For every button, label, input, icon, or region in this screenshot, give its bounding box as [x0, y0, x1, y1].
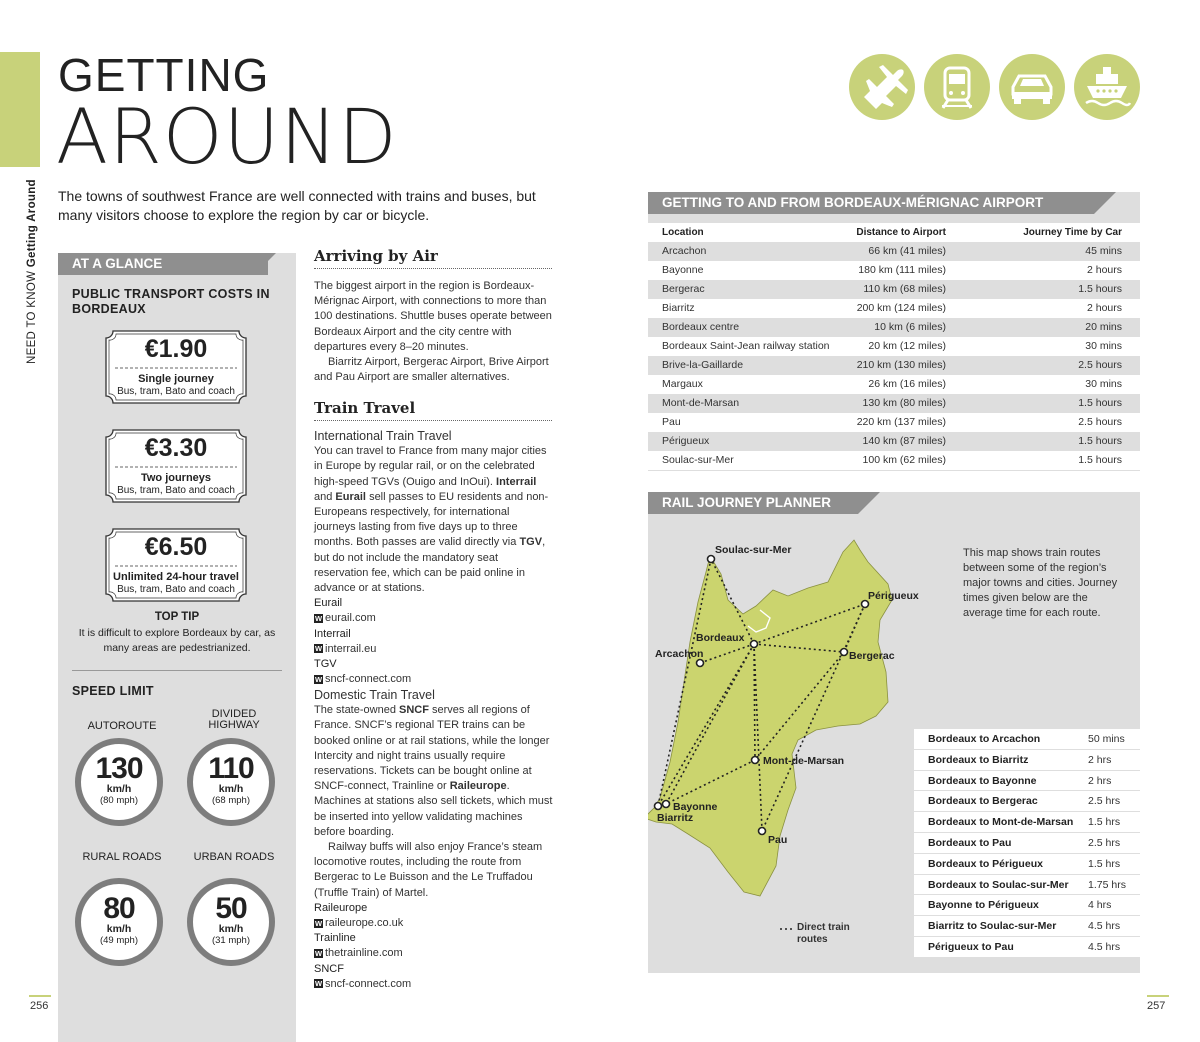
cell-time: 30 mins	[1085, 378, 1122, 390]
web-icon: W	[314, 674, 323, 684]
station-marker	[663, 801, 670, 808]
page-number-left: 256	[30, 1000, 49, 1012]
cell-location: Brive-la-Gaillarde	[662, 359, 744, 371]
text-bold: Raileurope	[449, 780, 507, 793]
map-legend-label: Direct train routes	[797, 922, 850, 945]
table-row	[648, 394, 1140, 413]
web-icon: W	[314, 644, 323, 654]
link-row[interactable]	[314, 946, 554, 961]
cell-distance: 100 km (62 miles)	[862, 454, 946, 466]
page-number-right: 257	[1147, 1000, 1166, 1012]
cell-location: Biarritz	[662, 302, 695, 314]
text-run: , but do not include the mandatory seat reservation fee, which can be paid online in advance or at stations.	[314, 536, 546, 595]
cell-distance: 10 km (6 miles)	[874, 321, 946, 333]
journey-time: 2 hrs	[1088, 753, 1112, 766]
link-row[interactable]	[314, 611, 554, 626]
journey-row	[914, 895, 1140, 916]
domestic-train-heading: Domestic Train Travel	[314, 688, 435, 702]
text-run: serves all regions of France. SNCF’s regional TER trains can be booked online or at rail stations, while the longer Intercity and night trains usually require reservations. Tickets can be bought online at SNCF-connect, Trainline or	[314, 704, 550, 793]
plane-icon	[849, 54, 915, 120]
text-run: You can travel to France from many major cities in Europe by regular rail, or on the celebrated high-speed TGVs (Ouigo and InOui).	[314, 445, 547, 488]
link-url[interactable]: eurail.com	[325, 612, 376, 625]
cell-distance: 140 km (87 miles)	[862, 435, 946, 447]
speed-sign-rural	[75, 878, 163, 966]
ticket-sublabel: Bus, tram, Bato and coach	[117, 584, 235, 595]
journey-route: Bordeaux to Pau	[928, 836, 1012, 849]
page-title-line2: AROUND	[56, 92, 398, 181]
speed-value: 110	[208, 752, 254, 785]
text-bold: Eurail	[335, 490, 366, 503]
speed-mph: (31 mph)	[211, 935, 250, 946]
city-label-biarritz: Biarritz	[657, 812, 694, 824]
link-name: Raileurope	[314, 901, 368, 914]
speed-unit: km/h	[218, 923, 244, 935]
station-marker	[841, 649, 848, 656]
city-label-bergerac: Bergerac	[849, 650, 895, 662]
page-title-line1: GETTING	[58, 49, 270, 101]
speed-mph: (68 mph)	[211, 795, 250, 806]
link-list	[314, 596, 554, 687]
table-row	[648, 280, 1140, 299]
air-paragraph: Biarritz Airport, Bergerac Airport, Brive Airport and Pau Airport are smaller alternatives.	[314, 356, 549, 384]
journey-row	[914, 937, 1140, 958]
journey-route: Bayonne to Périgueux	[928, 899, 1039, 912]
station-marker	[697, 660, 704, 667]
speed-label: DIVIDED HIGHWAY	[208, 708, 260, 731]
journey-row	[914, 791, 1140, 812]
link-name: SNCF	[314, 962, 344, 975]
cell-location: Bayonne	[662, 264, 704, 276]
ship-icon	[1074, 54, 1140, 120]
speed-label: URBAN ROADS	[193, 851, 275, 863]
table-row	[648, 451, 1140, 470]
web-icon: W	[314, 918, 323, 928]
map-note: This map shows train routes between some of the region’s major towns and cities. Journey times given below are the average time for each route.	[963, 547, 1118, 619]
link-url[interactable]: sncf-connect.com	[325, 977, 412, 990]
web-icon: W	[314, 949, 323, 959]
ticket-single	[105, 330, 247, 398]
journey-route: Biarritz to Soulac-sur-Mer	[928, 920, 1057, 933]
text-bold: Interrail	[496, 475, 537, 488]
page-number-accent	[29, 995, 51, 997]
cell-location: Pau	[662, 416, 681, 428]
rail-planner-heading: RAIL JOURNEY PLANNER	[648, 492, 858, 514]
section-tab-prefix: NEED TO KNOW	[26, 270, 38, 364]
speed-unit: km/h	[106, 923, 132, 935]
city-label-soulac: Soulac-sur-Mer	[715, 544, 792, 556]
cell-distance: 180 km (111 miles)	[858, 264, 946, 276]
domestic-train-section	[314, 688, 554, 992]
journey-route: Bordeaux to Mont-de-Marsan	[928, 816, 1074, 829]
table-row	[648, 261, 1140, 280]
text-run: sell passes to EU residents and non-Europeans respectively, for international journeys lasting from five days up to three months. Both passes are valid directly via	[314, 490, 549, 549]
ticket-label: Unlimited 24-hour travel	[113, 571, 239, 583]
table-row	[648, 318, 1140, 337]
ticket-price: €6.50	[144, 533, 208, 561]
link-name: Eurail	[314, 597, 343, 610]
domestic-train-paragraph	[314, 703, 554, 840]
journey-route: Bordeaux to Soulac-sur-Mer	[928, 878, 1069, 891]
city-label-bayonne: Bayonne	[673, 801, 718, 813]
cell-time: 1.5 hours	[1078, 435, 1122, 447]
train-icon	[924, 54, 990, 120]
text-run: and	[314, 490, 333, 503]
journey-row	[914, 875, 1140, 896]
text-run: . Machines at stations also sell tickets, which must be inserted into yellow validating machines before boarding.	[314, 780, 553, 838]
link-url[interactable]: interrail.eu	[325, 642, 377, 655]
journey-row	[914, 729, 1140, 750]
journey-route: Bordeaux to Bayonne	[928, 774, 1037, 787]
speed-value: 80	[103, 892, 135, 925]
intl-train-section	[314, 429, 554, 687]
cell-distance: 26 km (16 miles)	[868, 378, 946, 390]
station-marker	[752, 757, 759, 764]
table-header-row	[648, 223, 1140, 242]
cell-time: 1.5 hours	[1078, 283, 1122, 295]
journey-route: Bordeaux to Périgueux	[928, 857, 1043, 870]
cell-location: Soulac-sur-Mer	[662, 454, 734, 466]
web-icon: W	[314, 979, 323, 989]
cell-distance: 110 km (68 miles)	[863, 283, 946, 295]
speed-sign-urban	[187, 878, 275, 966]
cell-time: 2.5 hours	[1078, 416, 1122, 428]
cell-time: 2 hours	[1086, 264, 1122, 276]
column-header: Location	[662, 227, 704, 238]
cell-time: 2 hours	[1086, 302, 1122, 314]
ticket-price: €3.30	[144, 434, 208, 462]
journey-time: 4 hrs	[1088, 899, 1112, 912]
heading-tab-corner	[1094, 192, 1116, 214]
airport-table-heading: GETTING TO AND FROM BORDEAUX-MÉRIGNAC AIRPORT	[648, 192, 1094, 214]
cell-location: Arcachon	[662, 245, 707, 257]
top-tip-text: It is difficult to explore Bordeaux by car, as many areas are pedestrianized.	[78, 627, 276, 654]
top-tip-heading: TOP TIP	[154, 611, 200, 623]
cell-location: Bordeaux Saint-Jean railway station	[662, 340, 830, 352]
cell-distance: 220 km (137 miles)	[856, 416, 946, 428]
section-accent-bar	[0, 52, 40, 167]
journey-route: Bordeaux to Biarritz	[928, 753, 1029, 766]
ticket-sublabel: Bus, tram, Bato and coach	[117, 485, 235, 496]
station-marker	[708, 556, 715, 563]
ticket-sublabel: Bus, tram, Bato and coach	[117, 386, 235, 397]
cell-time: 30 mins	[1085, 340, 1122, 352]
cell-distance: 66 km (41 miles)	[868, 245, 946, 257]
journey-time: 1.5 hrs	[1088, 816, 1121, 829]
speed-mph: (80 mph)	[99, 795, 138, 806]
cell-time: 2.5 hours	[1078, 359, 1122, 371]
ticket-label: Single journey	[138, 373, 214, 385]
table-row	[648, 299, 1140, 318]
city-label-perigueux: Périgueux	[868, 590, 919, 602]
journey-time: 2 hrs	[1088, 774, 1112, 787]
journey-times-table	[914, 729, 1140, 958]
transport-costs-heading: PUBLIC TRANSPORT COSTS IN BORDEAUX	[72, 287, 270, 316]
journey-route: Périgueux to Pau	[928, 940, 1014, 953]
speed-label: AUTOROUTE	[87, 720, 157, 732]
cell-location: Périgueux	[662, 435, 710, 447]
speed-unit: km/h	[218, 783, 244, 795]
journey-row	[914, 916, 1140, 937]
text-bold: SNCF	[399, 704, 429, 717]
cell-distance: 20 km (12 miles)	[868, 340, 946, 352]
journey-time: 4.5 hrs	[1088, 920, 1121, 933]
speed-mph: (49 mph)	[99, 935, 138, 946]
intl-train-paragraph	[314, 444, 554, 596]
car-icon	[999, 54, 1065, 120]
journey-time: 1.75 hrs	[1088, 878, 1126, 891]
cell-location: Mont-de-Marsan	[662, 397, 740, 409]
speed-value: 50	[215, 892, 247, 925]
speed-unit: km/h	[106, 783, 132, 795]
column-header: Journey Time by Car	[1023, 227, 1122, 238]
link-row[interactable]	[314, 977, 554, 992]
link-url[interactable]: thetrainline.com	[325, 947, 403, 960]
journey-time: 4.5 hrs	[1088, 940, 1121, 953]
table-row	[648, 432, 1140, 451]
cell-distance: 200 km (124 miles)	[856, 302, 946, 314]
air-paragraph: The biggest airport in the region is Bordeaux-Mérignac Airport, with connections to more than 100 destinations. Shuttle buses operate between Bordeaux Airport and the city centre with departures every 8–20 minutes.	[314, 280, 552, 353]
column-header: Distance to Airport	[856, 227, 946, 238]
station-marker	[751, 641, 758, 648]
journey-route: Bordeaux to Arcachon	[928, 733, 1041, 745]
link-name: Trainline	[314, 932, 356, 945]
city-label-pau: Pau	[768, 834, 788, 846]
city-label-mont-de-marsan: Mont-de-Marsan	[763, 755, 845, 767]
cell-time: 45 mins	[1085, 245, 1122, 257]
cell-location: Bordeaux centre	[662, 321, 740, 333]
journey-time: 50 mins	[1088, 733, 1125, 745]
table-row	[648, 413, 1140, 432]
table-row	[648, 375, 1140, 394]
link-name: TGV	[314, 658, 337, 671]
link-row[interactable]	[314, 672, 554, 687]
at-a-glance-heading: AT A GLANCE	[58, 253, 268, 275]
journey-route: Bordeaux to Bergerac	[928, 795, 1038, 808]
text-bold: TGV	[519, 536, 543, 549]
speed-label: RURAL ROADS	[82, 851, 162, 863]
journey-row	[914, 771, 1140, 792]
divider	[72, 670, 282, 671]
cell-time: 1.5 hours	[1078, 397, 1122, 409]
link-name: Interrail	[314, 627, 351, 640]
ticket-price: €1.90	[144, 335, 208, 363]
station-marker	[759, 828, 766, 835]
journey-row	[914, 812, 1140, 833]
table-row	[648, 337, 1140, 356]
speed-sign-divided-highway	[187, 738, 275, 826]
journey-time: 1.5 hrs	[1088, 857, 1121, 870]
station-marker	[655, 803, 662, 810]
section-tab-title: Getting Around	[26, 179, 38, 268]
journey-row	[914, 854, 1140, 875]
air-text	[314, 279, 554, 385]
journey-row	[914, 750, 1140, 771]
speed-limit-heading: SPEED LIMIT	[72, 684, 154, 698]
ticket-label: Two journeys	[140, 472, 212, 484]
link-url[interactable]: raileurope.co.uk	[325, 917, 404, 930]
intro-text: The towns of southwest France are well connected with trains and buses, but many visitors choose to explore the region by car or bicycle.	[58, 188, 536, 223]
link-url[interactable]: sncf-connect.com	[325, 673, 412, 686]
cell-time: 1.5 hours	[1078, 454, 1122, 466]
journey-row	[914, 833, 1140, 854]
text-run: The state-owned	[314, 704, 396, 717]
cell-location: Bergerac	[662, 283, 705, 295]
domestic-train-paragraph-2: Railway buffs will also enjoy France’s steam locomotive routes, including the route from Bergerac to Le Buisson and the Le Truffadou (Truffle Train) of Martel.	[314, 841, 543, 899]
section-tab	[26, 179, 38, 364]
link-row[interactable]	[314, 916, 554, 931]
cell-distance: 210 km (130 miles)	[856, 359, 946, 371]
page-number-accent	[1147, 995, 1169, 997]
ticket-two-journeys	[105, 429, 247, 497]
journey-time: 2.5 hrs	[1088, 795, 1121, 808]
cell-location: Margaux	[662, 378, 703, 390]
cell-time: 20 mins	[1085, 321, 1122, 333]
heading-tab-corner	[254, 253, 276, 275]
city-label-arcachon: Arcachon	[655, 648, 704, 660]
journey-time: 2.5 hrs	[1088, 836, 1121, 849]
cell-distance: 130 km (80 miles)	[862, 397, 946, 409]
airport-table	[648, 223, 1140, 470]
city-label-bordeaux: Bordeaux	[696, 632, 745, 644]
arriving-by-air-heading: Arriving by Air	[314, 247, 552, 269]
ticket-unlimited	[105, 528, 247, 596]
table-row	[648, 356, 1140, 375]
speed-sign-autoroute	[75, 738, 163, 826]
link-row[interactable]	[314, 642, 554, 657]
train-travel-heading: Train Travel	[314, 399, 552, 421]
web-icon: W	[314, 614, 323, 624]
table-row	[648, 242, 1140, 261]
speed-value: 130	[95, 752, 143, 785]
intl-train-heading: International Train Travel	[314, 429, 452, 443]
